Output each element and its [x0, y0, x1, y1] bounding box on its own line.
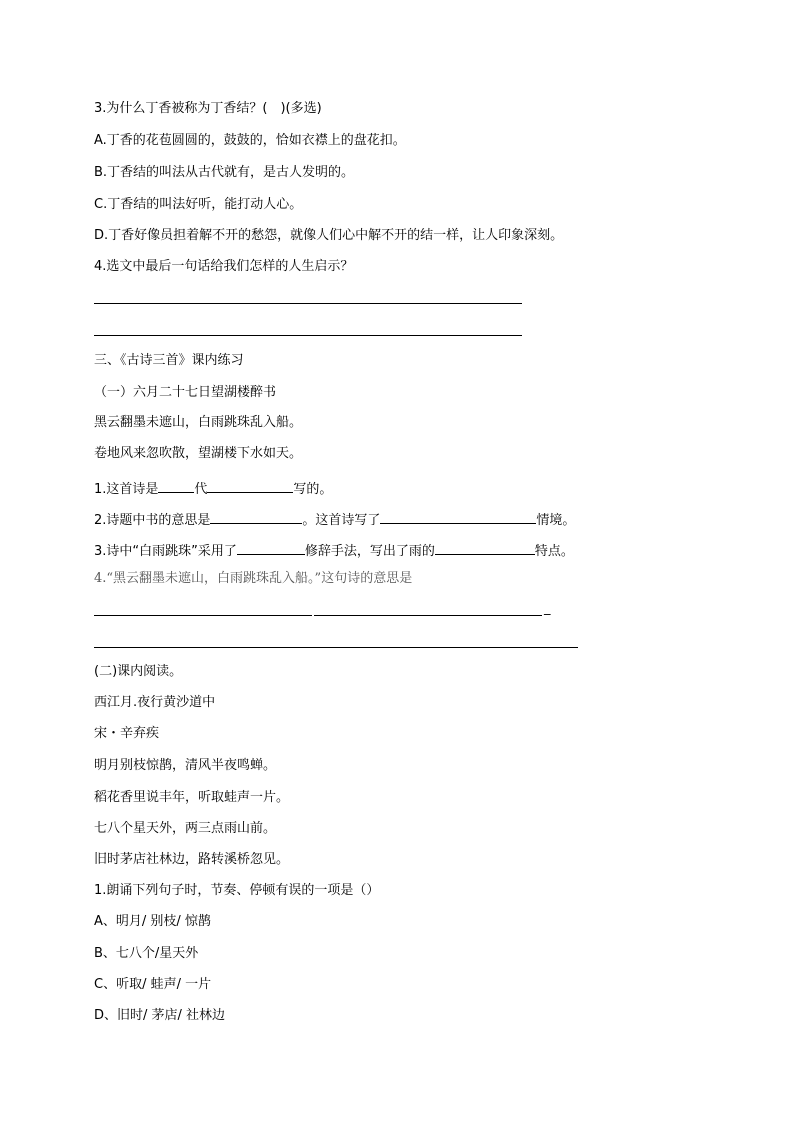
answer-line — [94, 615, 312, 616]
poem-line: 卷地风来忽吹散，望湖楼下水如天。 — [94, 446, 303, 461]
poem-line: 稻花香里说丰年，听取蛙声一片。 — [94, 790, 290, 805]
part-2-question-1-option-b: B、七八个/星天外 — [94, 946, 199, 961]
answer-line — [94, 335, 522, 336]
part-2-question-1-option-a: A、明月/ 别枝/ 惊鹊 — [94, 914, 211, 929]
question-3-option-c: C.丁香结的叫法好听，能打动人心。 — [94, 197, 303, 212]
underscore-mark: _ — [544, 601, 551, 616]
poem-author: 宋・辛弃疾 — [94, 726, 160, 741]
poem-line: 明月别枝惊鹊，清风半夜鸣蝉。 — [94, 758, 277, 773]
part-1-question-1 — [94, 477, 332, 499]
question-text: 。这首诗写了 — [302, 513, 381, 528]
question-text: 3.诗中“白雨跳珠”采用了 — [94, 544, 237, 559]
fill-blank[interactable] — [237, 539, 305, 555]
question-text: 写的。 — [293, 482, 333, 497]
question-text: 2.诗题中书的意思是 — [94, 513, 211, 528]
fill-blank[interactable] — [380, 508, 536, 524]
part-1-question-2 — [94, 508, 575, 530]
poem-title: 西江月.夜行黄沙道中 — [94, 695, 216, 710]
fill-blank[interactable] — [210, 508, 302, 524]
poem-line: 旧时茅店社林边，路转溪桥忽见。 — [94, 852, 290, 867]
question-text: 情境。 — [536, 513, 576, 528]
part-2-question-1-stem: 1.朗诵下列句子时，节奏、停顿有误的一项是（） — [94, 883, 380, 898]
part-2-title: (二)课内阅读。 — [94, 664, 183, 679]
poem-line: 黑云翻墨未遮山，白雨跳珠乱入船。 — [94, 415, 303, 430]
answer-line — [94, 303, 522, 304]
question-text: 1.这首诗是 — [94, 482, 159, 497]
part-1-title: （一）六月二十七日望湖楼醉书 — [94, 385, 277, 400]
fill-blank[interactable] — [158, 477, 194, 493]
answer-line — [314, 615, 542, 616]
part-2-question-1-option-d: D、旧时/ 茅店/ 社林边 — [94, 1008, 226, 1023]
part-1-question-4: 4.“黑云翻墨未遮山，白雨跳珠乱入船。”这句诗的意思是 — [94, 571, 413, 586]
fill-blank[interactable] — [207, 477, 293, 493]
question-4-stem: 4.选文中最后一句话给我们怎样的人生启示？ — [94, 259, 354, 274]
question-text: 代 — [194, 482, 208, 497]
question-3-option-b: B.丁香结的叫法从古代就有，是古人发明的。 — [94, 165, 355, 180]
section-title: 三、《古诗三首》课内练习 — [94, 353, 244, 368]
question-text: 修辞手法，写出了雨的 — [304, 544, 435, 559]
question-3-option-a: A.丁香的花苞圆圆的，鼓鼓的，恰如衣襟上的盘花扣。 — [94, 133, 406, 148]
part-1-question-3 — [94, 539, 574, 561]
question-3-option-d: D.丁香好像员担着解不开的愁怨，就像人们心中解不开的结一样，让人印象深刻。 — [94, 228, 564, 243]
fill-blank[interactable] — [435, 539, 535, 555]
question-3-stem: 3.为什么丁香被称为丁香结？( )(多选) — [94, 101, 322, 116]
question-text: 特点。 — [534, 544, 574, 559]
part-2-question-1-option-c: C、听取/ 蛙声/ 一片 — [94, 977, 212, 992]
answer-line — [94, 647, 578, 648]
poem-line: 七八个星天外，两三点雨山前。 — [94, 821, 277, 836]
